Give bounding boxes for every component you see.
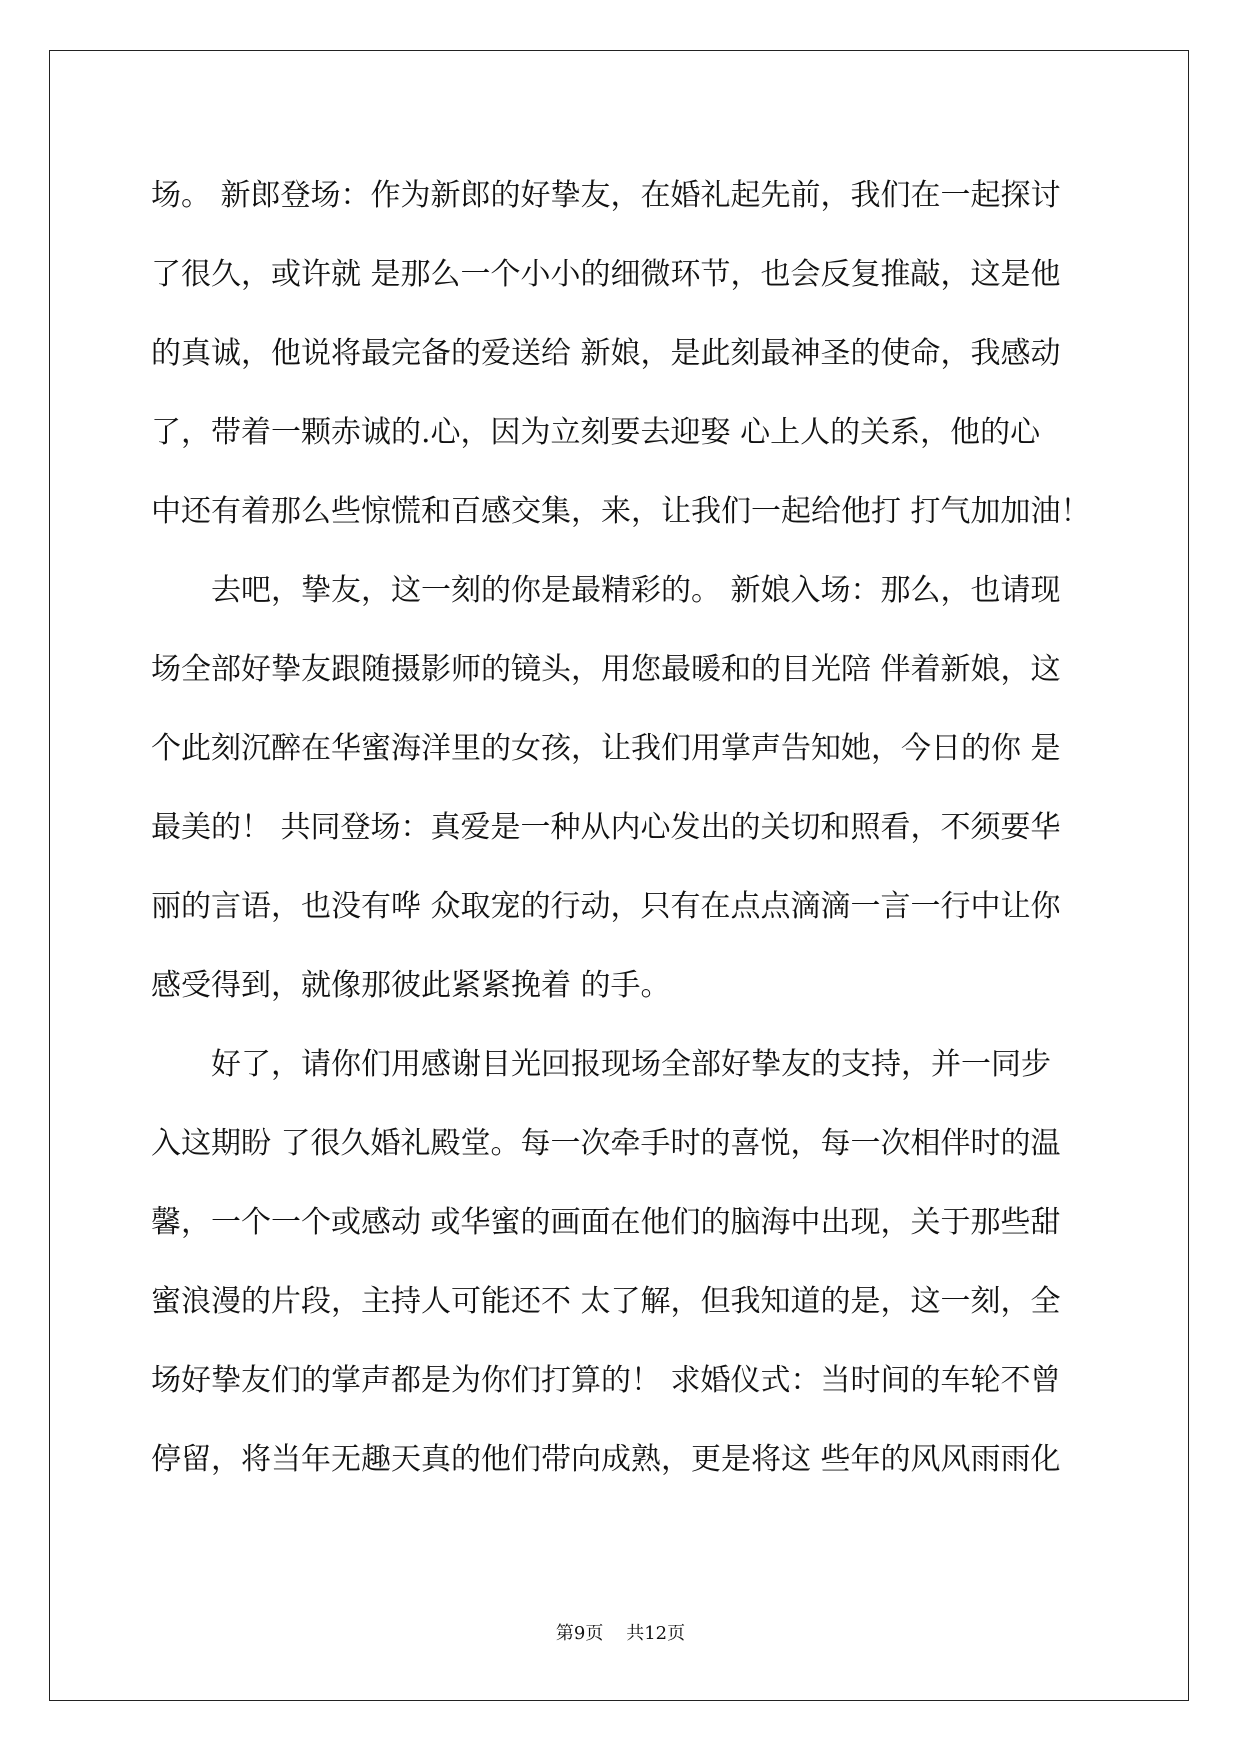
text-line: 的真诚，他说将最完备的爱送给 新娘，是此刻最神圣的使命，我感动 (151, 336, 1061, 371)
text-line: 丽的言语，也没有哗 众取宠的行动，只有在点点滴滴一言一行中让你 (151, 889, 1061, 924)
text-line: 了，带着一颗赤诚的.心，因为立刻要去迎娶 心上人的关系，他的心 (151, 415, 1041, 450)
document-body (151, 156, 1091, 1499)
paragraph-first-line: 去吧，挚友，这一刻的你是最精彩的。 新娘入场：那么，也请现 (211, 573, 1061, 608)
text-line: 场全部好挚友跟随摄影师的镜头，用您最暖和的目光陪 伴着新娘，这 (151, 652, 1061, 687)
text-line: 场好挚友们的掌声都是为你们打算的！ 求婚仪式：当时间的车轮不曾 (151, 1363, 1061, 1398)
paragraph-first-line: 好了，请你们用感谢目光回报现场全部好挚友的支持，并一同步 (211, 1047, 1051, 1082)
text-line: 最美的！ 共同登场：真爱是一种从内心发出的关切和照看，不须要华 (151, 810, 1061, 845)
text-line: 了很久，或许就 是那么一个小小的细微环节，也会反复推敲，这是他 (151, 257, 1061, 292)
page-number-footer: 第9页 共12页 (555, 1623, 686, 1644)
text-line: 入这期盼 了很久婚礼殿堂。每一次牵手时的喜悦，每一次相伴时的温 (151, 1126, 1061, 1161)
text-line: 中还有着那么些惊慌和百感交集，来，让我们一起给他打 打气加加油！ (151, 494, 1091, 529)
text-line: 个此刻沉醉在华蜜海洋里的女孩，让我们用掌声告知她，今日的你 是 (151, 731, 1061, 766)
text-line: 停留，将当年无趣天真的他们带向成熟，更是将这 些年的风风雨雨化 (151, 1442, 1061, 1477)
text-line: 蜜浪漫的片段，主持人可能还不 太了解，但我知道的是，这一刻，全 (151, 1284, 1061, 1319)
text-line: 感受得到，就像那彼此紧紧挽着 的手。 (151, 968, 671, 1003)
text-line: 馨，一个一个或感动 或华蜜的画面在他们的脑海中出现，关于那些甜 (151, 1205, 1061, 1240)
text-line: 场。 新郎登场：作为新郎的好挚友，在婚礼起先前，我们在一起探讨 (151, 178, 1061, 213)
